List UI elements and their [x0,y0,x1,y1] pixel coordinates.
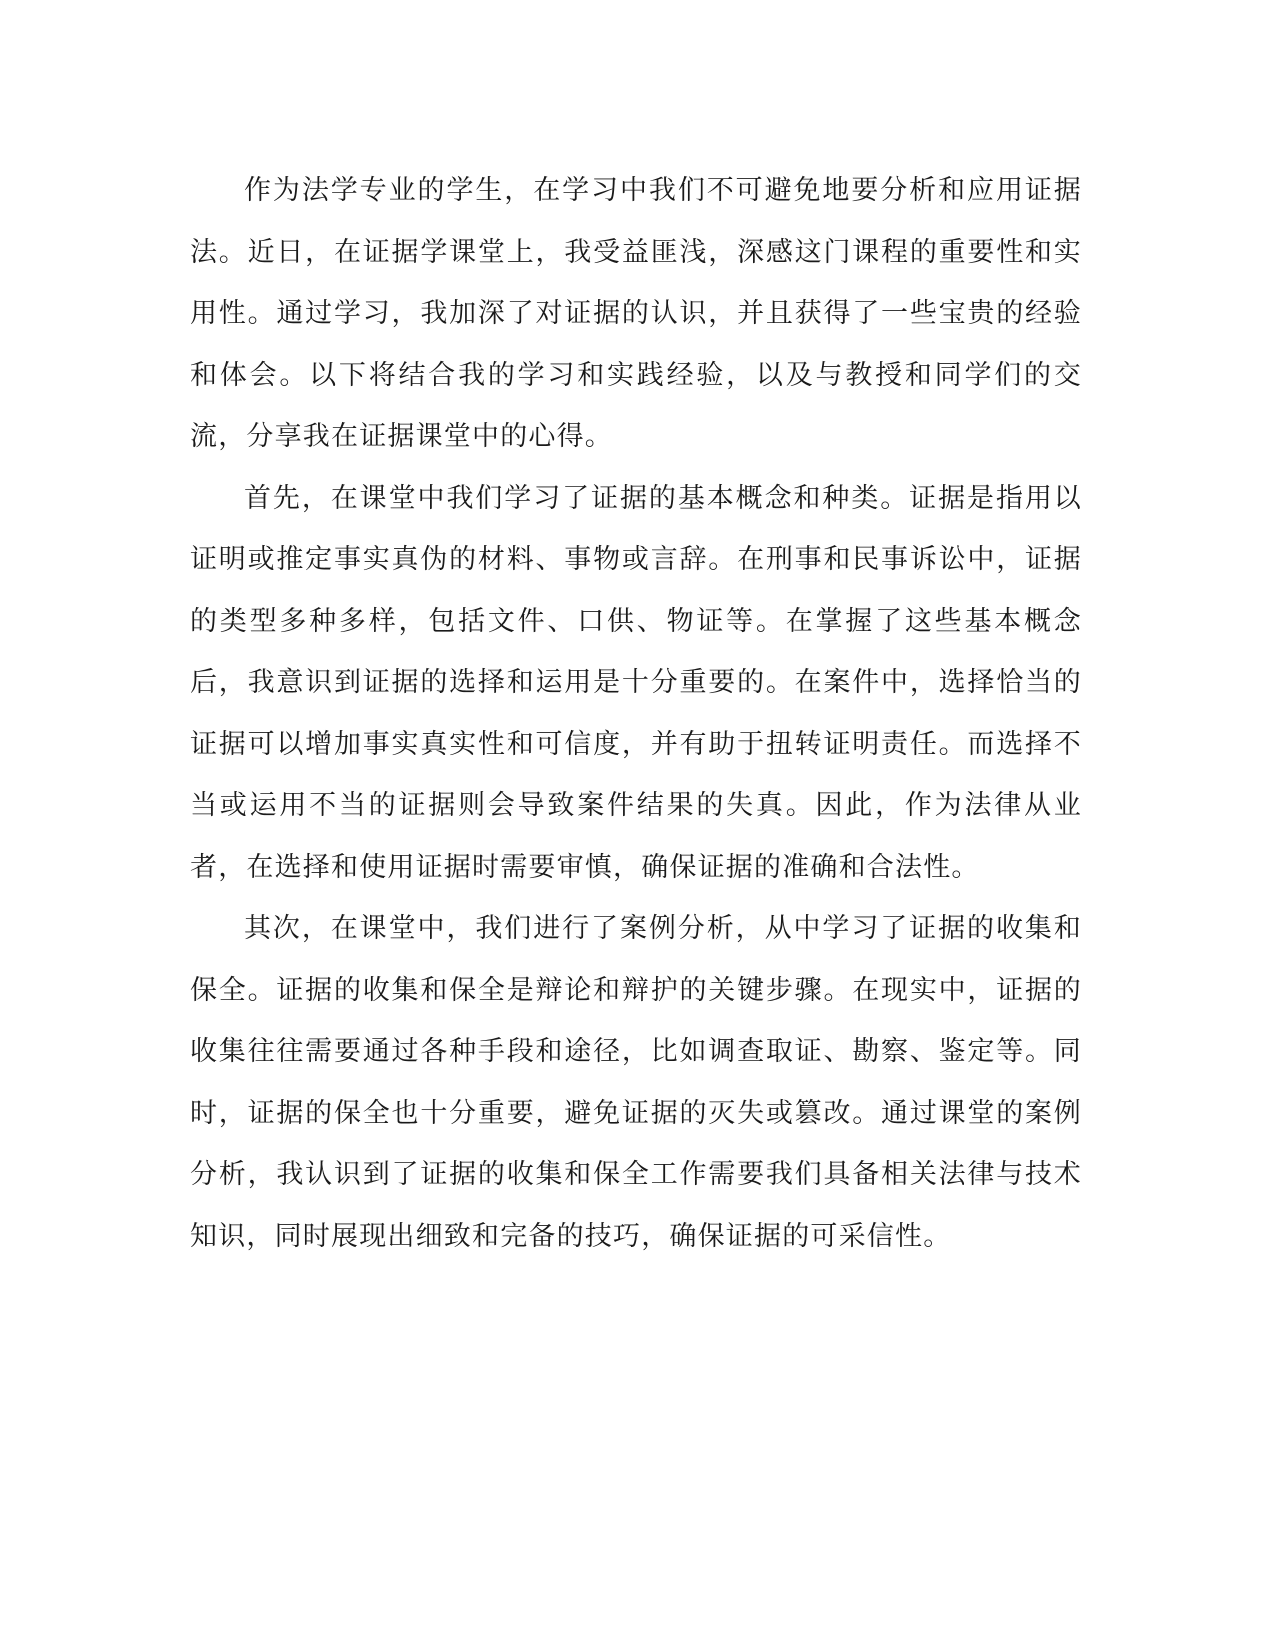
paragraph-case-analysis: 其次，在课堂中，我们进行了案例分析，从中学习了证据的收集和保全。证据的收集和保全是辩论和辩护的关键步骤。在现实中，证据的收集往往需要通过各种手段和途径，比如调查取证、勘察、鉴定等。同时，证据的保全也十分重要，避免证据的灭失或篡改。通过课堂的案例分析，我认识到了证据的收集和保全工作需要我们具备相关法律与技术知识，同时展现出细致和完备的技巧，确保证据的可采信性。 [190,913,1082,1252]
paragraph-intro: 作为法学专业的学生，在学习中我们不可避免地要分析和应用证据法。近日，在证据学课堂上，我受益匪浅，深感这门课程的重要性和实用性。通过学习，我加深了对证据的认识，并且获得了一些宝贵的经验和体会。以下将结合我的学习和实践经验，以及与教授和同学们的交流，分享我在证据课堂中的心得。 [190,175,1082,452]
paragraph-evidence-concepts: 首先，在课堂中我们学习了证据的基本概念和种类。证据是指用以证明或推定事实真伪的材料、事物或言辞。在刑事和民事诉讼中，证据的类型多种多样，包括文件、口供、物证等。在掌握了这些基本概念后，我意识到证据的选择和运用是十分重要的。在案件中，选择恰当的证据可以增加事实真实性和可信度，并有助于扭转证明责任。而选择不当或运用不当的证据则会导致案件结果的失真。因此，作为法律从业者，在选择和使用证据时需要审慎，确保证据的准确和合法性。 [190,482,1082,883]
body-text [190,160,1082,1267]
